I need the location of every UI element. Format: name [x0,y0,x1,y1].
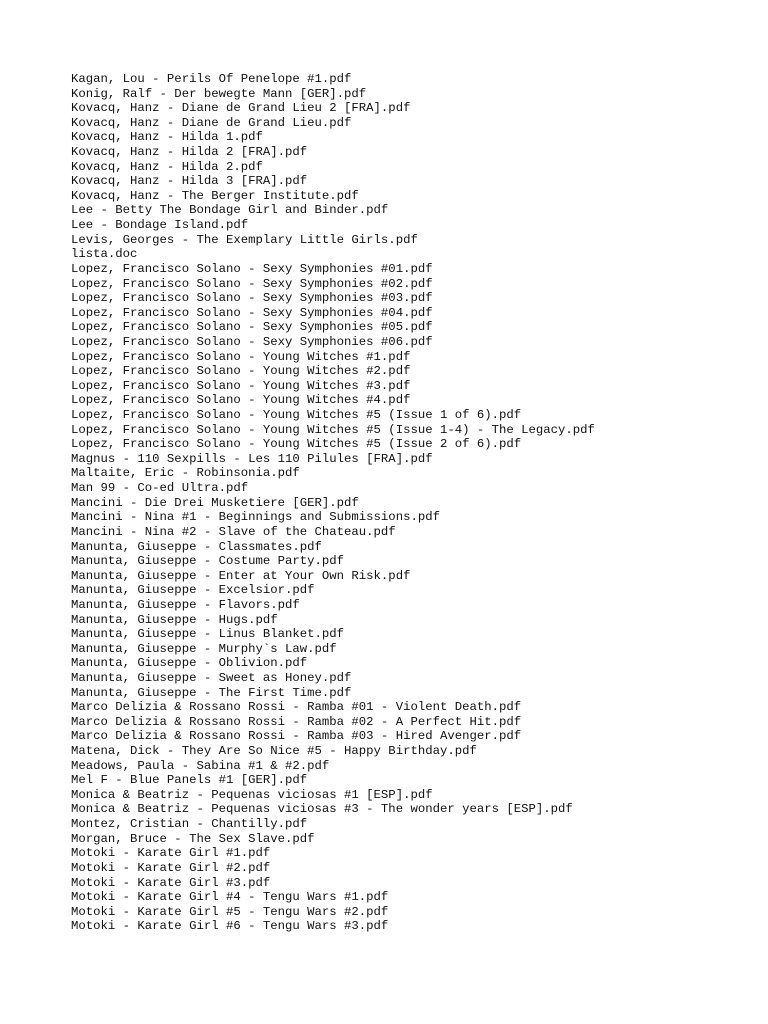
file-list-item: Manunta, Giuseppe - Oblivion.pdf [71,656,308,671]
file-list-item: Lee - Betty The Bondage Girl and Binder.pdf [71,203,389,218]
file-list-item: Morgan, Bruce - The Sex Slave.pdf [71,831,315,846]
file-list-item: Marco Delizia & Rossano Rossi - Ramba #01 - Violent Death.pdf [71,700,522,715]
file-list-item: Lopez, Francisco Solano - Sexy Symphonies #02.pdf [71,276,433,291]
file-list-item: Kovacq, Hanz - Diane de Grand Lieu 2 [FRA].pdf [71,101,411,116]
file-list-item: Monica & Beatriz - Pequenas viciosas #3 - The wonder years [ESP].pdf [71,802,573,817]
file-list-item: Lopez, Francisco Solano - Young Witches #5 (Issue 1-4) - The Legacy.pdf [71,422,595,437]
file-list-item: Motoki - Karate Girl #3.pdf [71,875,271,890]
file-list-item: Levis, Georges - The Exemplary Little Girls.pdf [71,232,418,247]
file-list-item: Kovacq, Hanz - Hilda 1.pdf [71,130,263,145]
file-list-item: Lopez, Francisco Solano - Sexy Symphonies #06.pdf [71,334,433,349]
file-list-item: Lopez, Francisco Solano - Young Witches #2.pdf [71,364,411,379]
file-list-item: Manunta, Giuseppe - Hugs.pdf [71,612,278,627]
file-list-item: Manunta, Giuseppe - Flavors.pdf [71,597,300,612]
file-list-item: Lee - Bondage Island.pdf [71,218,249,233]
file-list-item: Lopez, Francisco Solano - Young Witches #3.pdf [71,378,411,393]
file-list-item: Manunta, Giuseppe - Classmates.pdf [71,539,322,554]
file-list-item: Motoki - Karate Girl #1.pdf [71,846,271,861]
file-list-item: Magnus - 110 Sexpills - Les 110 Pilules [FRA].pdf [71,451,433,466]
file-list-item: Maltaite, Eric - Robinsonia.pdf [71,466,300,481]
file-list-item: Mancini - Nina #1 - Beginnings and Submissions.pdf [71,510,440,525]
file-list-item: Motoki - Karate Girl #5 - Tengu Wars #2.pdf [71,904,389,919]
file-list-item: Motoki - Karate Girl #2.pdf [71,860,271,875]
file-list-item: Manunta, Giuseppe - Costume Party.pdf [71,554,345,569]
file-list-item: Marco Delizia & Rossano Rossi - Ramba #03 - Hired Avenger.pdf [71,729,522,744]
file-list-item: Montez, Cristian - Chantilly.pdf [71,817,308,832]
file-list-item: Mancini - Die Drei Musketiere [GER].pdf [71,495,359,510]
file-list-item: Konig, Ralf - Der bewegte Mann [GER].pdf [71,86,367,101]
file-list-item: Kagan, Lou - Perils Of Penelope #1.pdf [71,72,352,86]
file-list-item: Matena, Dick - They Are So Nice #5 - Happy Birthday.pdf [71,744,477,759]
file-list-item: Lopez, Francisco Solano - Sexy Symphonies #01.pdf [71,261,433,276]
file-list [71,72,595,934]
file-list-item: Motoki - Karate Girl #6 - Tengu Wars #3.pdf [71,919,389,934]
file-list-item: Lopez, Francisco Solano - Young Witches #1.pdf [71,349,411,364]
file-list-item: Kovacq, Hanz - Diane de Grand Lieu.pdf [71,115,352,130]
file-list-item: Meadows, Paula - Sabina #1 & #2.pdf [71,758,330,773]
file-list-item: Lopez, Francisco Solano - Sexy Symphonies #04.pdf [71,305,433,320]
file-list-item: Lopez, Francisco Solano - Sexy Symphonies #05.pdf [71,320,433,335]
file-list-item: Lopez, Francisco Solano - Young Witches #5 (Issue 2 of 6).pdf [71,437,522,452]
file-list-item: Lopez, Francisco Solano - Sexy Symphonies #03.pdf [71,291,433,306]
file-list-item: Manunta, Giuseppe - Excelsior.pdf [71,583,315,598]
file-list-item: Lopez, Francisco Solano - Young Witches #5 (Issue 1 of 6).pdf [71,408,522,423]
file-list-item: Man 99 - Co-ed Ultra.pdf [71,481,249,496]
file-list-item: Manunta, Giuseppe - Murphy`s Law.pdf [71,641,337,656]
file-list-item: Manunta, Giuseppe - Linus Blanket.pdf [71,627,345,642]
file-list-item: Kovacq, Hanz - The Berger Institute.pdf [71,188,359,203]
file-list-item: Mancini - Nina #2 - Slave of the Chateau.pdf [71,524,396,539]
file-list-item: Motoki - Karate Girl #4 - Tengu Wars #1.pdf [71,890,389,905]
file-list-item: Monica & Beatriz - Pequenas viciosas #1 [ESP].pdf [71,787,433,802]
file-list-item: lista.doc [71,247,138,262]
file-list-item: Mel F - Blue Panels #1 [GER].pdf [71,773,308,788]
file-list-item: Kovacq, Hanz - Hilda 3 [FRA].pdf [71,174,308,189]
file-list-item: Manunta, Giuseppe - Sweet as Honey.pdf [71,670,352,685]
file-list-item: Kovacq, Hanz - Hilda 2 [FRA].pdf [71,145,308,160]
file-list-item: Manunta, Giuseppe - The First Time.pdf [71,685,352,700]
file-list-item: Manunta, Giuseppe - Enter at Your Own Risk.pdf [71,568,411,583]
file-list-item: Marco Delizia & Rossano Rossi - Ramba #02 - A Perfect Hit.pdf [71,714,522,729]
file-list-item: Lopez, Francisco Solano - Young Witches #4.pdf [71,393,411,408]
file-list-item: Kovacq, Hanz - Hilda 2.pdf [71,159,263,174]
